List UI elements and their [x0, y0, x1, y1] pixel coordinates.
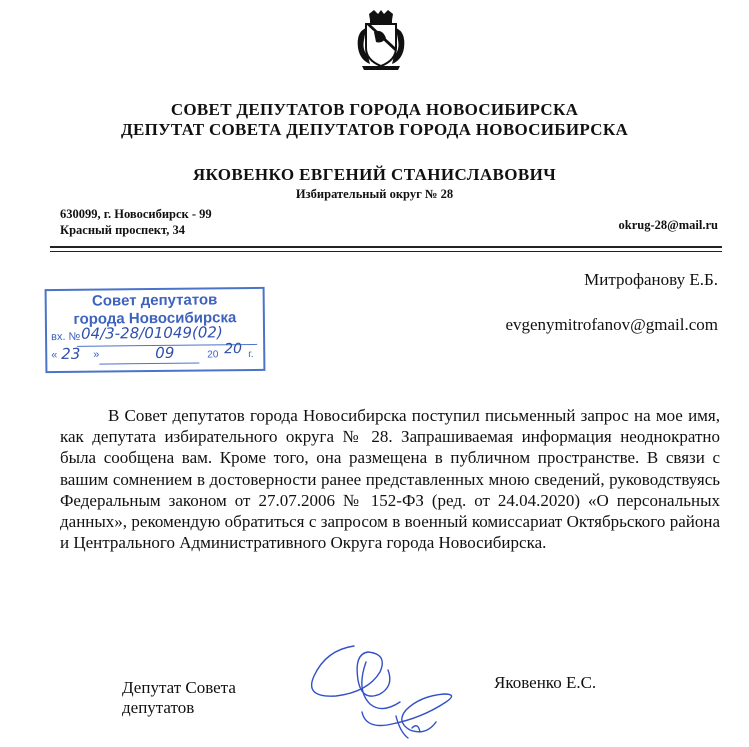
handwritten-signature-icon: [296, 632, 466, 744]
deputy-name: ЯКОВЕНКО ЕВГЕНИЙ СТАНИСЛАВОВИЧ: [192, 165, 557, 184]
address-line-2: Красный проспект, 34: [60, 223, 185, 237]
stamp-registration-number: 04/3-28/01049(02): [80, 323, 223, 343]
stamp-org-line-1: Совет депутатов: [91, 291, 218, 310]
stamp-quote-open: «: [51, 349, 58, 362]
deputy-title: ДЕПУТАТ СОВЕТА ДЕПУТАТОВ ГОРОДА НОВОСИБИРСКА: [120, 120, 629, 139]
recipient-email: evgenymitrofanov@gmail.com: [505, 315, 718, 334]
council-title: СОВЕТ ДЕПУТАТОВ ГОРОДА НОВОСИБИРСКА: [170, 100, 579, 119]
header-divider-thin: [50, 251, 722, 252]
stamp-number-label: вх. №: [51, 330, 81, 344]
registration-stamp: [45, 287, 266, 373]
header-divider-thick: [50, 246, 722, 248]
letterhead-email: okrug-28@mail.ru: [618, 218, 718, 232]
electoral-district: Избирательный округ № 28: [295, 187, 454, 201]
address-line-1: 630099, г. Новосибирск - 99: [60, 207, 212, 221]
recipient-name: Митрофанову Е.Б.: [584, 270, 718, 289]
signer-name: Яковенко Е.С.: [494, 673, 597, 692]
stamp-year-prefix: 20: [207, 349, 219, 361]
stamp-quote-close: »: [93, 348, 100, 361]
stamp-month-underline: [99, 363, 199, 365]
signer-title-line-1: Депутат Совета: [122, 678, 236, 697]
stamp-month: 09: [155, 343, 175, 362]
stamp-day: 23: [61, 344, 81, 363]
stamp-year-suffix: 20: [224, 341, 243, 358]
coat-of-arms-icon: [352, 10, 410, 72]
stamp-year-abbrev: г.: [248, 348, 254, 361]
stamp-org-line-2: города Новосибирска: [73, 309, 237, 328]
signer-title-line-2: депутатов: [122, 698, 195, 717]
letter-body: В Совет депутатов города Новосибирска поступил письменный запрос на мое имя, как депутата избирательного округа № 28. Запрашиваемая информация неоднократно была сообщена вам. Кроме того, она размещена в публичном пространстве. В связи с вашим сомнением в достоверности ранее представленных мною сведений, руководствуясь Федеральным законом от 27.07.2006 № 152-ФЗ (ред. от 24.04.2020) «О персональных данных», рекомендую обратиться с запросом в военный комиссариат Октябрьского района и Центрального Административного Округа города Новосибирска.: [60, 406, 720, 553]
